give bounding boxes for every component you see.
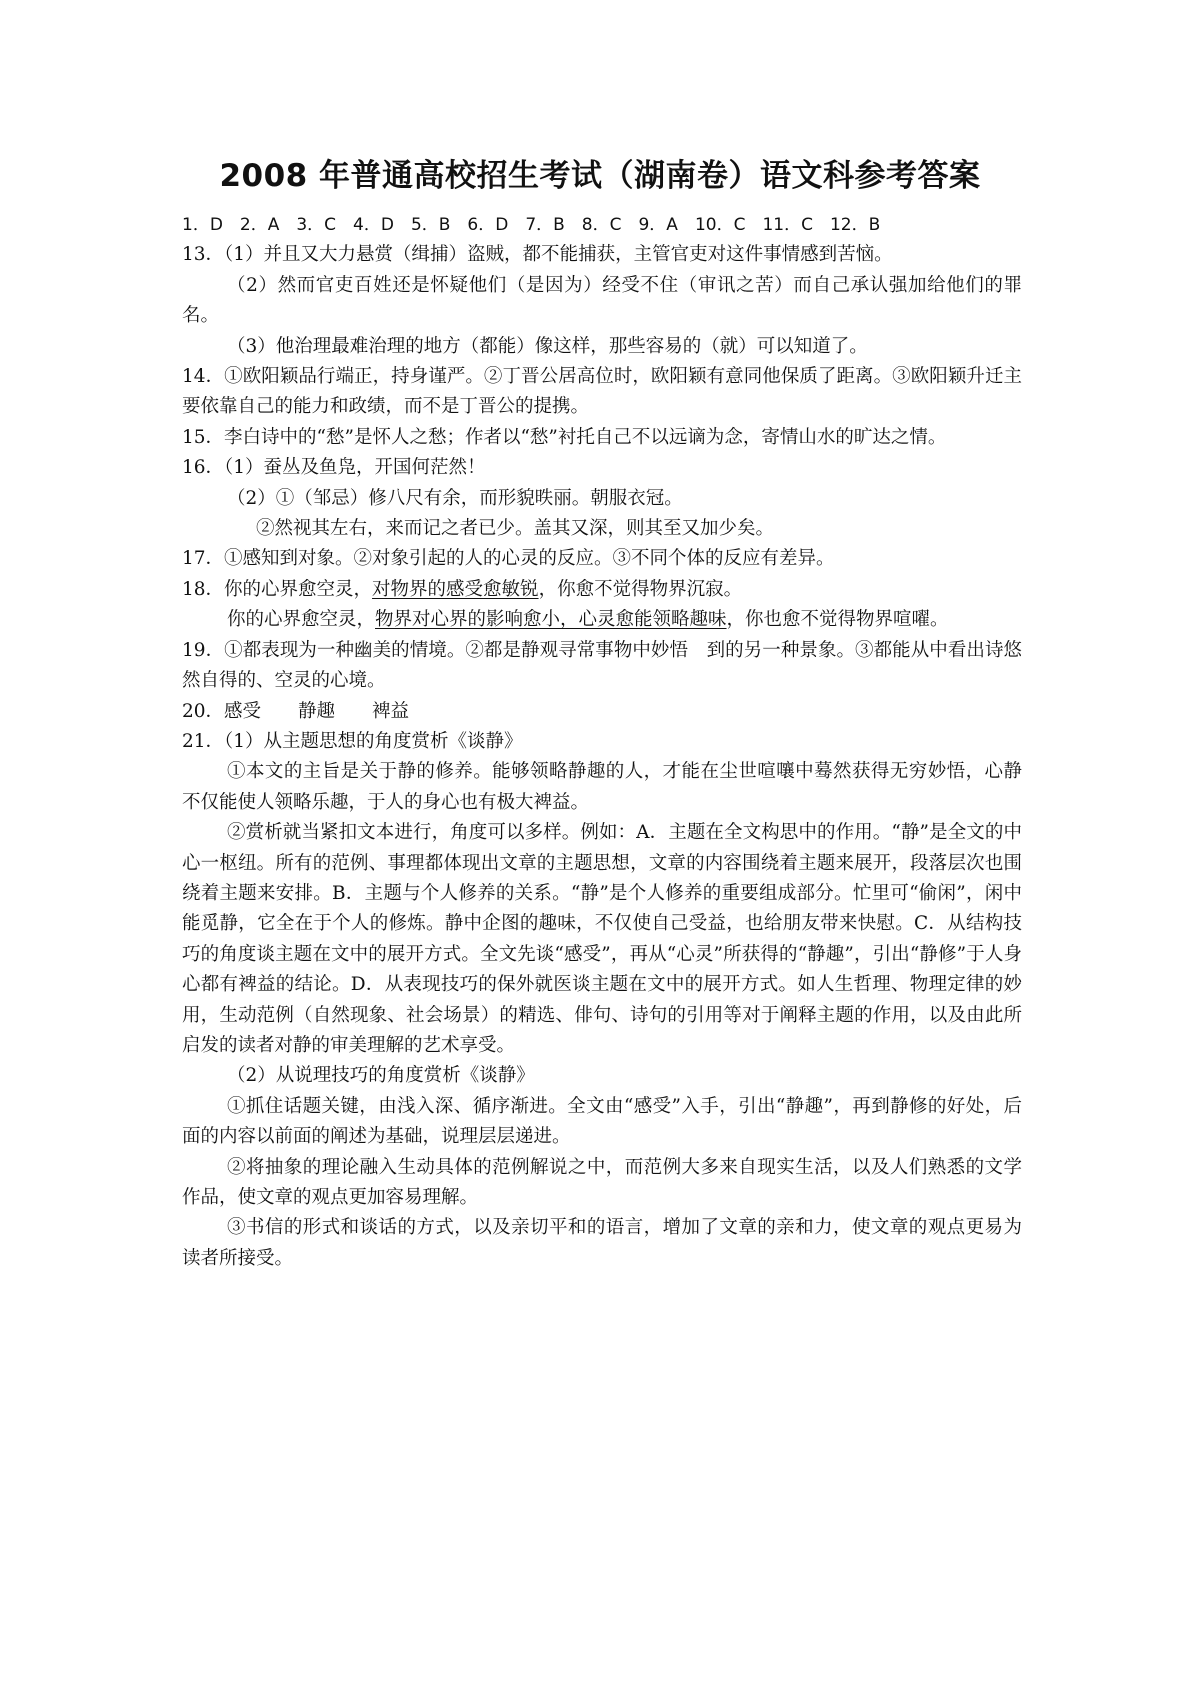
document-title: 2008 年普通高校招生考试（湖南卷）语文科参考答案: [219, 158, 981, 194]
q18-line1: [182, 575, 1022, 605]
q21-para2: ②赏析就当紧扣文本进行，角度可以多样。例如：A．主题在全文构思中的作用。“静”是全文的中心一枢纽。所有的范例、事理都体现出文章的主题思想，文章的内容围绕着主题来展开，段落层次也围绕着主题来安排。B．主题与个人修养的关系。“静”是个人修养的重要组成部分。忙里可“偷闲”，闲中能觅静，它全在于个人的修炼。静中企图的趣味，不仅使自己受益，也给朋友带来快慰。C．从结构技巧的角度谈主题在文中的展开方式。全文先谈“感受”，再从“心灵”所获得的“静趣”，引出“静修”于人身心都有裨益的结论。D．从表现技巧的保外就医谈主题在文中的展开方式。如人生哲理、物理定律的妙用，生动范例（自然现象、社会场景）的精选、俳句、诗句的引用等对于阐释主题的作用，以及由此所启发的读者对静的审美理解的艺术享受。: [182, 822, 1022, 1056]
q14-answer: 14．①欧阳颖品行端正，持身谨严。②丁晋公居高位时，欧阳颖有意同他保质了距离。③欧阳颖升迁主要依靠自己的能力和政绩，而不是丁晋公的提携。: [182, 366, 1022, 418]
answer-body: [182, 210, 1022, 1274]
q16-part3: ②然视其左右，来而记之者已少。盖其又深，则其至又加少矣。: [256, 518, 775, 540]
q18-line2-underlined: 物界对心界的影响愈小，心灵愈能领略趣味: [375, 609, 727, 631]
q18-line2-start: 你的心界愈空灵，: [227, 609, 376, 631]
q18-line2-end: ，你也愈不觉得物界喧嚁。: [726, 609, 949, 631]
q16-part2: （2）①（邹忌）修八尺有余，而形貌昳丽。朝服衣冠。: [227, 487, 683, 509]
q21-para4: ②将抽象的理论融入生动具体的范例解说之中，而范例大多来自现实生活，以及人们熟悉的文学作品，使文章的观点更加容易理解。: [182, 1156, 1022, 1208]
q18-line1-start: 18．你的心界愈空灵，: [182, 578, 373, 600]
q13-part3: （3）他治理最难治理的地方（都能）像这样，那些容易的（就）可以知道了。: [227, 335, 868, 357]
q19-answer: 19．①都表现为一种幽美的情境。②都是静观寻常事物中妙悟 到的另一种景象。③都能从中看出诗悠然自得的、空灵的心境。: [182, 639, 1022, 692]
q21-para5: ③书信的形式和谈话的方式，以及亲切平和的语言，增加了文章的亲和力，使文章的观点更易为读者所接受。: [182, 1217, 1022, 1269]
q13-part1: 13．（1）并且又大力悬赏（缉捕）盗贼，都不能捕获，主管官吏对这件事情感到苦恼。: [182, 244, 893, 266]
q21-heading2: （2）从说理技巧的角度赏析《谈静》: [227, 1065, 535, 1087]
choice-answers-line: 1．D 2．A 3．C 4．D 5．B 6．D 7．B 8．C 9．A 10．C 11．C 12．B: [182, 215, 881, 235]
q21-para1: ①本文的主旨是关于静的修养。能够领略静趣的人，才能在尘世喧嚷中蓦然获得无穷妙悟，心静不仅能使人领略乐趣，于人的身心也有极大裨益。: [182, 761, 1022, 813]
q18-line1-underlined: 对物界的感受愈敏锐: [372, 578, 539, 600]
q21-para3: ①抓住话题关键，由浅入深、循序渐进。全文由“感受”入手，引出“静趣”，再到静修的好处，后面的内容以前面的阐述为基础，说理层层递进。: [182, 1095, 1022, 1148]
q18-line1-end: ，你愈不觉得物界沉寂。: [538, 578, 743, 600]
q20-answer: 20．感受 静趣 裨益: [182, 700, 410, 722]
q15-answer: 15．李白诗中的“愁”是怀人之愁；作者以“愁”衬托自己不以远谪为念，寄情山水的旷达之情。: [182, 426, 947, 448]
q17-answer: 17．①感知到对象。②对象引起的人的心灵的反应。③不同个体的反应有差异。: [182, 548, 835, 570]
q13-part2: （2）然而官吏百姓还是怀疑他们（是因为）经受不住（审讯之苦）而自己承认强加给他们的罪名。: [182, 274, 1022, 327]
q16-part1: 16．（1）蚕丛及鱼凫，开国何茫然！: [182, 457, 486, 479]
q18-line2: [182, 605, 1022, 635]
q21-heading1: 21．（1）从主题思想的角度赏析《谈静》: [182, 730, 523, 752]
